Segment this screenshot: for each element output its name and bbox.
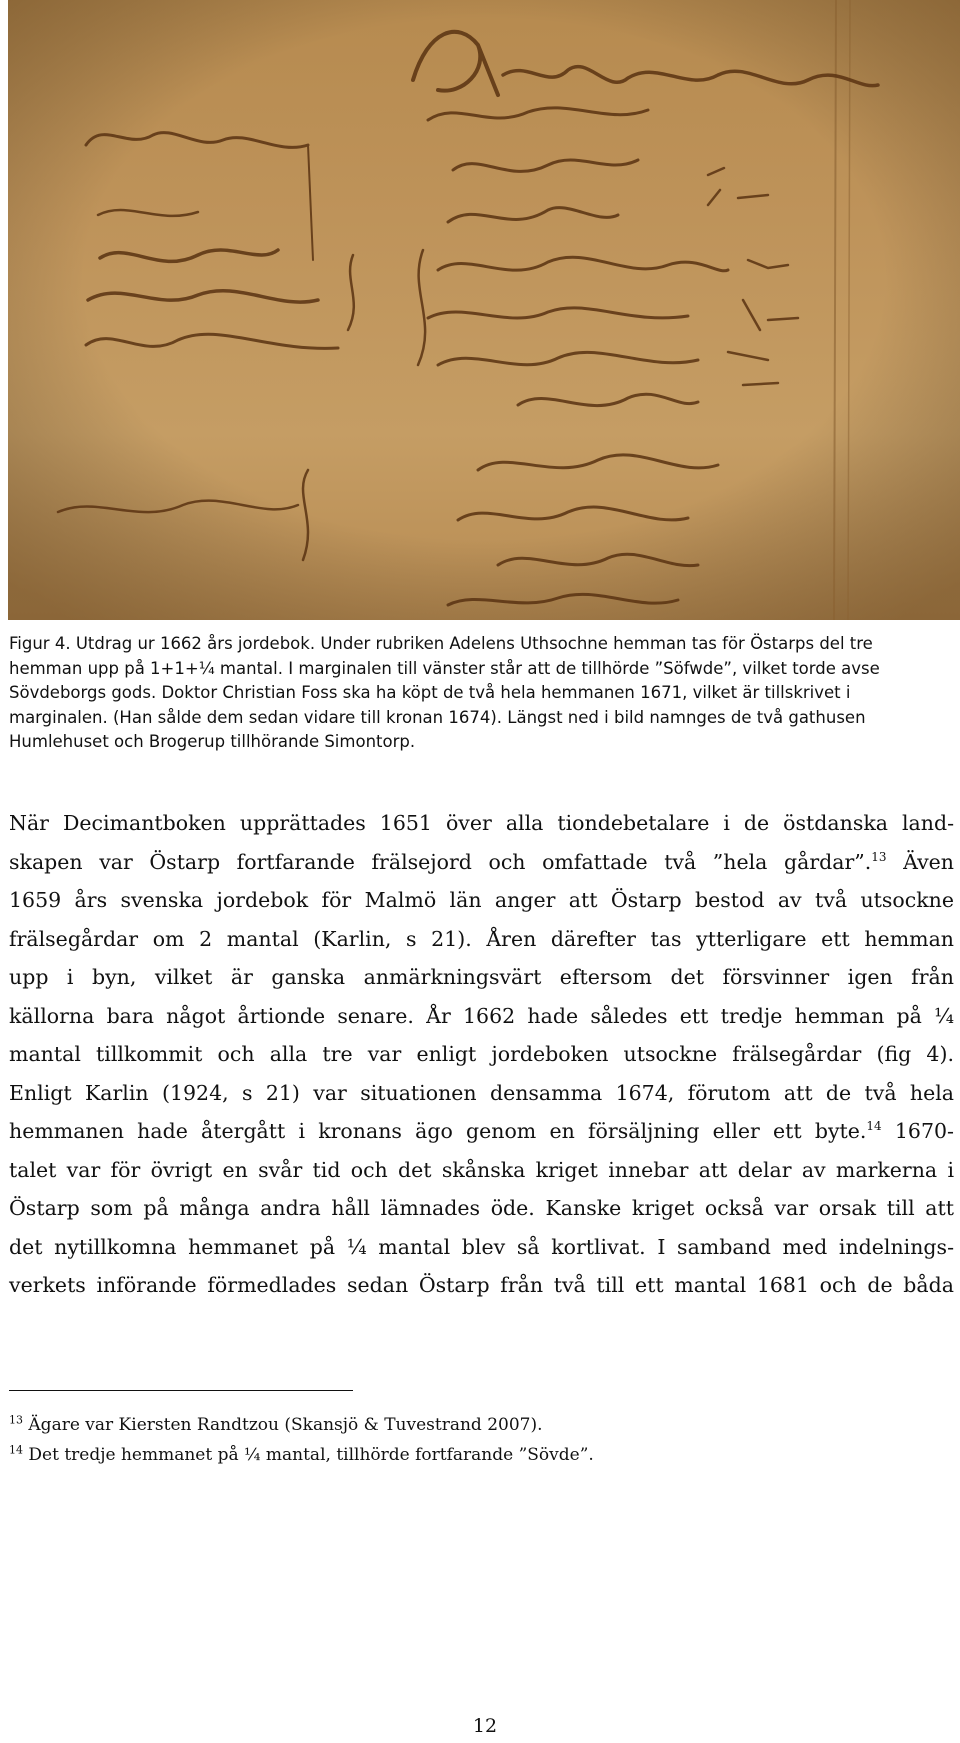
body-text [9, 804, 954, 1305]
body-line: Enligt Karlin (1924, s 21) var situationen densamma 1674, förutom att de två hela [9, 1080, 954, 1105]
body-line-text: skapen var Östarp fortfarande frälsejord och omfattade två ”hela gårdar”. [9, 849, 872, 874]
footnote-ref-13[interactable]: 13 [871, 849, 887, 864]
manuscript-photo [8, 0, 960, 620]
body-line: mantal tillkommit och alla tre var enligt jordeboken utsockne frälsegårdar (fig 4). [9, 1042, 954, 1066]
body-line [9, 843, 954, 882]
footnote-ref-14[interactable]: 14 [866, 1119, 882, 1134]
footnotes [9, 1410, 949, 1470]
body-line: det nytillkomna hemmanet på ¼ mantal blev så kortlivat. I samband med indelnings- [9, 1234, 954, 1259]
body-line-text: hemmanen hade återgått i kronans ägo genom en försäljning eller ett byte. [9, 1119, 867, 1143]
body-line: frälsegårdar om 2 mantal (Karlin, s 21). Åren därefter tas ytterligare ett hemman [9, 926, 954, 951]
caption-line: Humlehuset och Brogerup tillhörande Simontorp. [9, 732, 416, 751]
body-line: verkets införande förmedlades sedan Östarp från två till ett mantal 1681 och de båda [9, 1273, 954, 1297]
manuscript-handwriting-illustration [8, 0, 960, 620]
body-line: talet var för övrigt en svår tid och det skånska kriget innebar att delar av markerna i [9, 1157, 954, 1182]
body-line-text: Även [886, 849, 955, 874]
body-line: 1659 års svenska jordebok för Malmö län anger att Östarp bestod av två utsockne [9, 888, 954, 912]
footnote-13 [9, 1410, 949, 1440]
caption-line: Figur 4. Utdrag ur 1662 års jordebok. Under rubriken Adelens Uthsochne hemman tas för Östarps del tre [9, 634, 873, 653]
footnote-divider [9, 1390, 353, 1391]
caption-line: Sövdeborgs gods. Doktor Christian Foss ska ha köpt de två hela hemmanen 1671, vilket är tillskrivet i [9, 683, 851, 702]
caption-line: hemman upp på 1+1+¼ mantal. I marginalen till vänster står att de tillhörde ”Söfwde”, vilket torde avse [9, 658, 880, 678]
footnote-number: 14 [9, 1443, 23, 1457]
caption-line: marginalen. (Han sålde dem sedan vidare till kronan 1674). Längst ned i bild namnges de två gathusen [9, 707, 866, 727]
body-line: källorna bara något årtionde senare. År 1662 hade således ett tredje hemman på ¼ [9, 1003, 954, 1028]
body-line-text: 1670- [881, 1119, 954, 1143]
page-number: 12 [472, 1715, 498, 1737]
body-line: upp i byn, vilket är ganska anmärkningsvärt eftersom det försvinner igen från [9, 965, 954, 989]
body-line: När Decimantboken upprättades 1651 över alla tiondebetalare i de östdanska land- [9, 811, 954, 835]
body-line: Östarp som på många andra håll lämnades öde. Kanske kriget också var orsak till att [9, 1196, 954, 1220]
figure-caption [9, 632, 954, 755]
footnote-number: 13 [9, 1413, 23, 1427]
body-line [9, 1112, 954, 1151]
footnote-14 [9, 1440, 949, 1470]
footnote-text: Ägare var Kiersten Randtzou (Skansjö & Tuvestrand 2007). [23, 1415, 543, 1435]
footnote-text: Det tredje hemmanet på ¼ mantal, tillhörde fortfarande ”Sövde”. [23, 1445, 594, 1465]
